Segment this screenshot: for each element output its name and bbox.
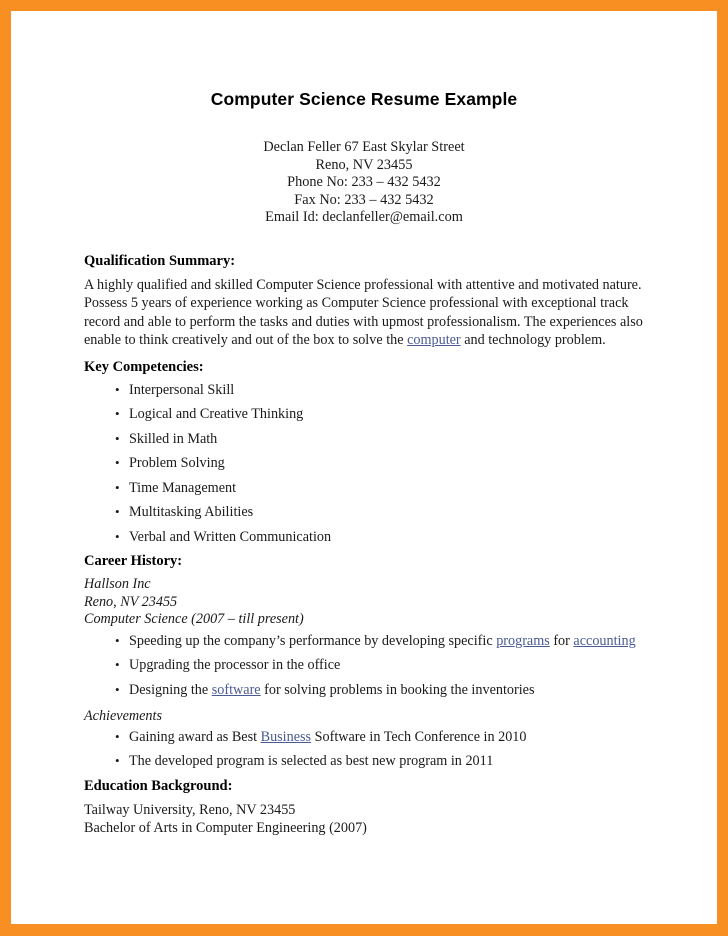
education-degree: Bachelor of Arts in Computer Engineering (2007) <box>84 819 367 836</box>
contact-block <box>11 139 717 227</box>
list-item <box>84 729 655 746</box>
achievement-text-part-1: Gaining award as Best <box>129 728 261 745</box>
duty-text-part-1: Designing the <box>129 681 212 698</box>
qualification-summary-text <box>84 276 655 350</box>
list-item <box>84 753 655 770</box>
employer-role-dates: Computer Science (2007 – till present) <box>84 611 304 628</box>
qualification-summary-text-part-2: and technology problem. <box>460 332 606 349</box>
contact-city-state-zip: Reno, NV 23455 <box>315 156 413 173</box>
list-item: • Interpersonal Skill <box>84 382 655 399</box>
achievement-text-part-1: The developed program is selected as best new program in 2011 <box>129 753 494 770</box>
achievement-text-part-2: Software in Tech Conference in 2010 <box>311 728 527 745</box>
contact-email: Email Id: declanfeller@email.com <box>265 209 463 225</box>
contact-fax: Fax No: 233 – 432 5432 <box>294 191 434 208</box>
business-link[interactable]: Business <box>260 728 312 745</box>
employer-location: Reno, NV 23455 <box>84 593 178 610</box>
software-link[interactable]: software <box>211 681 261 698</box>
duty-text-part-2: for <box>549 632 574 649</box>
page-inner <box>11 11 717 924</box>
list-item <box>84 657 655 674</box>
programs-link[interactable]: programs <box>496 632 550 649</box>
accounting-link[interactable]: accounting <box>573 632 636 649</box>
list-item: • Skilled in Math <box>84 431 655 448</box>
list-item: • Time Management <box>84 480 655 497</box>
contact-name-street: Declan Feller 67 East Skylar Street <box>263 139 465 155</box>
education-details <box>84 801 655 837</box>
duty-text-part-1: Upgrading the processor in the office <box>129 657 341 674</box>
duty-text-part-2: for solving problems in booking the inventories <box>260 681 535 698</box>
resume-document <box>11 11 717 924</box>
list-item <box>84 633 655 650</box>
key-competencies-heading: Key Competencies: <box>84 358 204 375</box>
key-competencies-list <box>84 382 655 546</box>
career-history-employer <box>84 576 655 628</box>
qualification-summary-heading: Qualification Summary: <box>84 252 236 269</box>
list-item: • Verbal and Written Communication <box>84 529 655 546</box>
contact-phone: Phone No: 233 – 432 5432 <box>287 174 441 190</box>
employer-name: Hallson Inc <box>84 576 151 593</box>
list-item: • Logical and Creative Thinking <box>84 406 655 423</box>
resume-content <box>11 253 717 838</box>
list-item: • Multitasking Abilities <box>84 504 655 521</box>
list-item <box>84 682 655 699</box>
list-item: • Problem Solving <box>84 455 655 472</box>
education-school: Tailway University, Reno, NV 23455 <box>84 801 296 818</box>
computer-link[interactable]: computer <box>407 332 461 349</box>
achievements-heading: Achievements <box>84 707 162 724</box>
achievements-list <box>84 729 655 771</box>
duty-text-part-1: Speeding up the company’s performance by developing specific <box>129 632 497 649</box>
career-history-duties <box>84 633 655 699</box>
career-history-heading: Career History: <box>84 553 183 570</box>
page-title: Computer Science Resume Example <box>210 89 518 109</box>
qualification-summary-text-part-1: A highly qualified and skilled Computer Science professional with attentive and motivated nature. Possess 5 years of experience working as Computer Science professional with exceptional track record and able to perform the tasks and duties with upmost professionalism. The experiences also enable to think creatively and out of the box to solve the <box>84 276 643 349</box>
education-background-heading: Education Background: <box>84 777 233 794</box>
